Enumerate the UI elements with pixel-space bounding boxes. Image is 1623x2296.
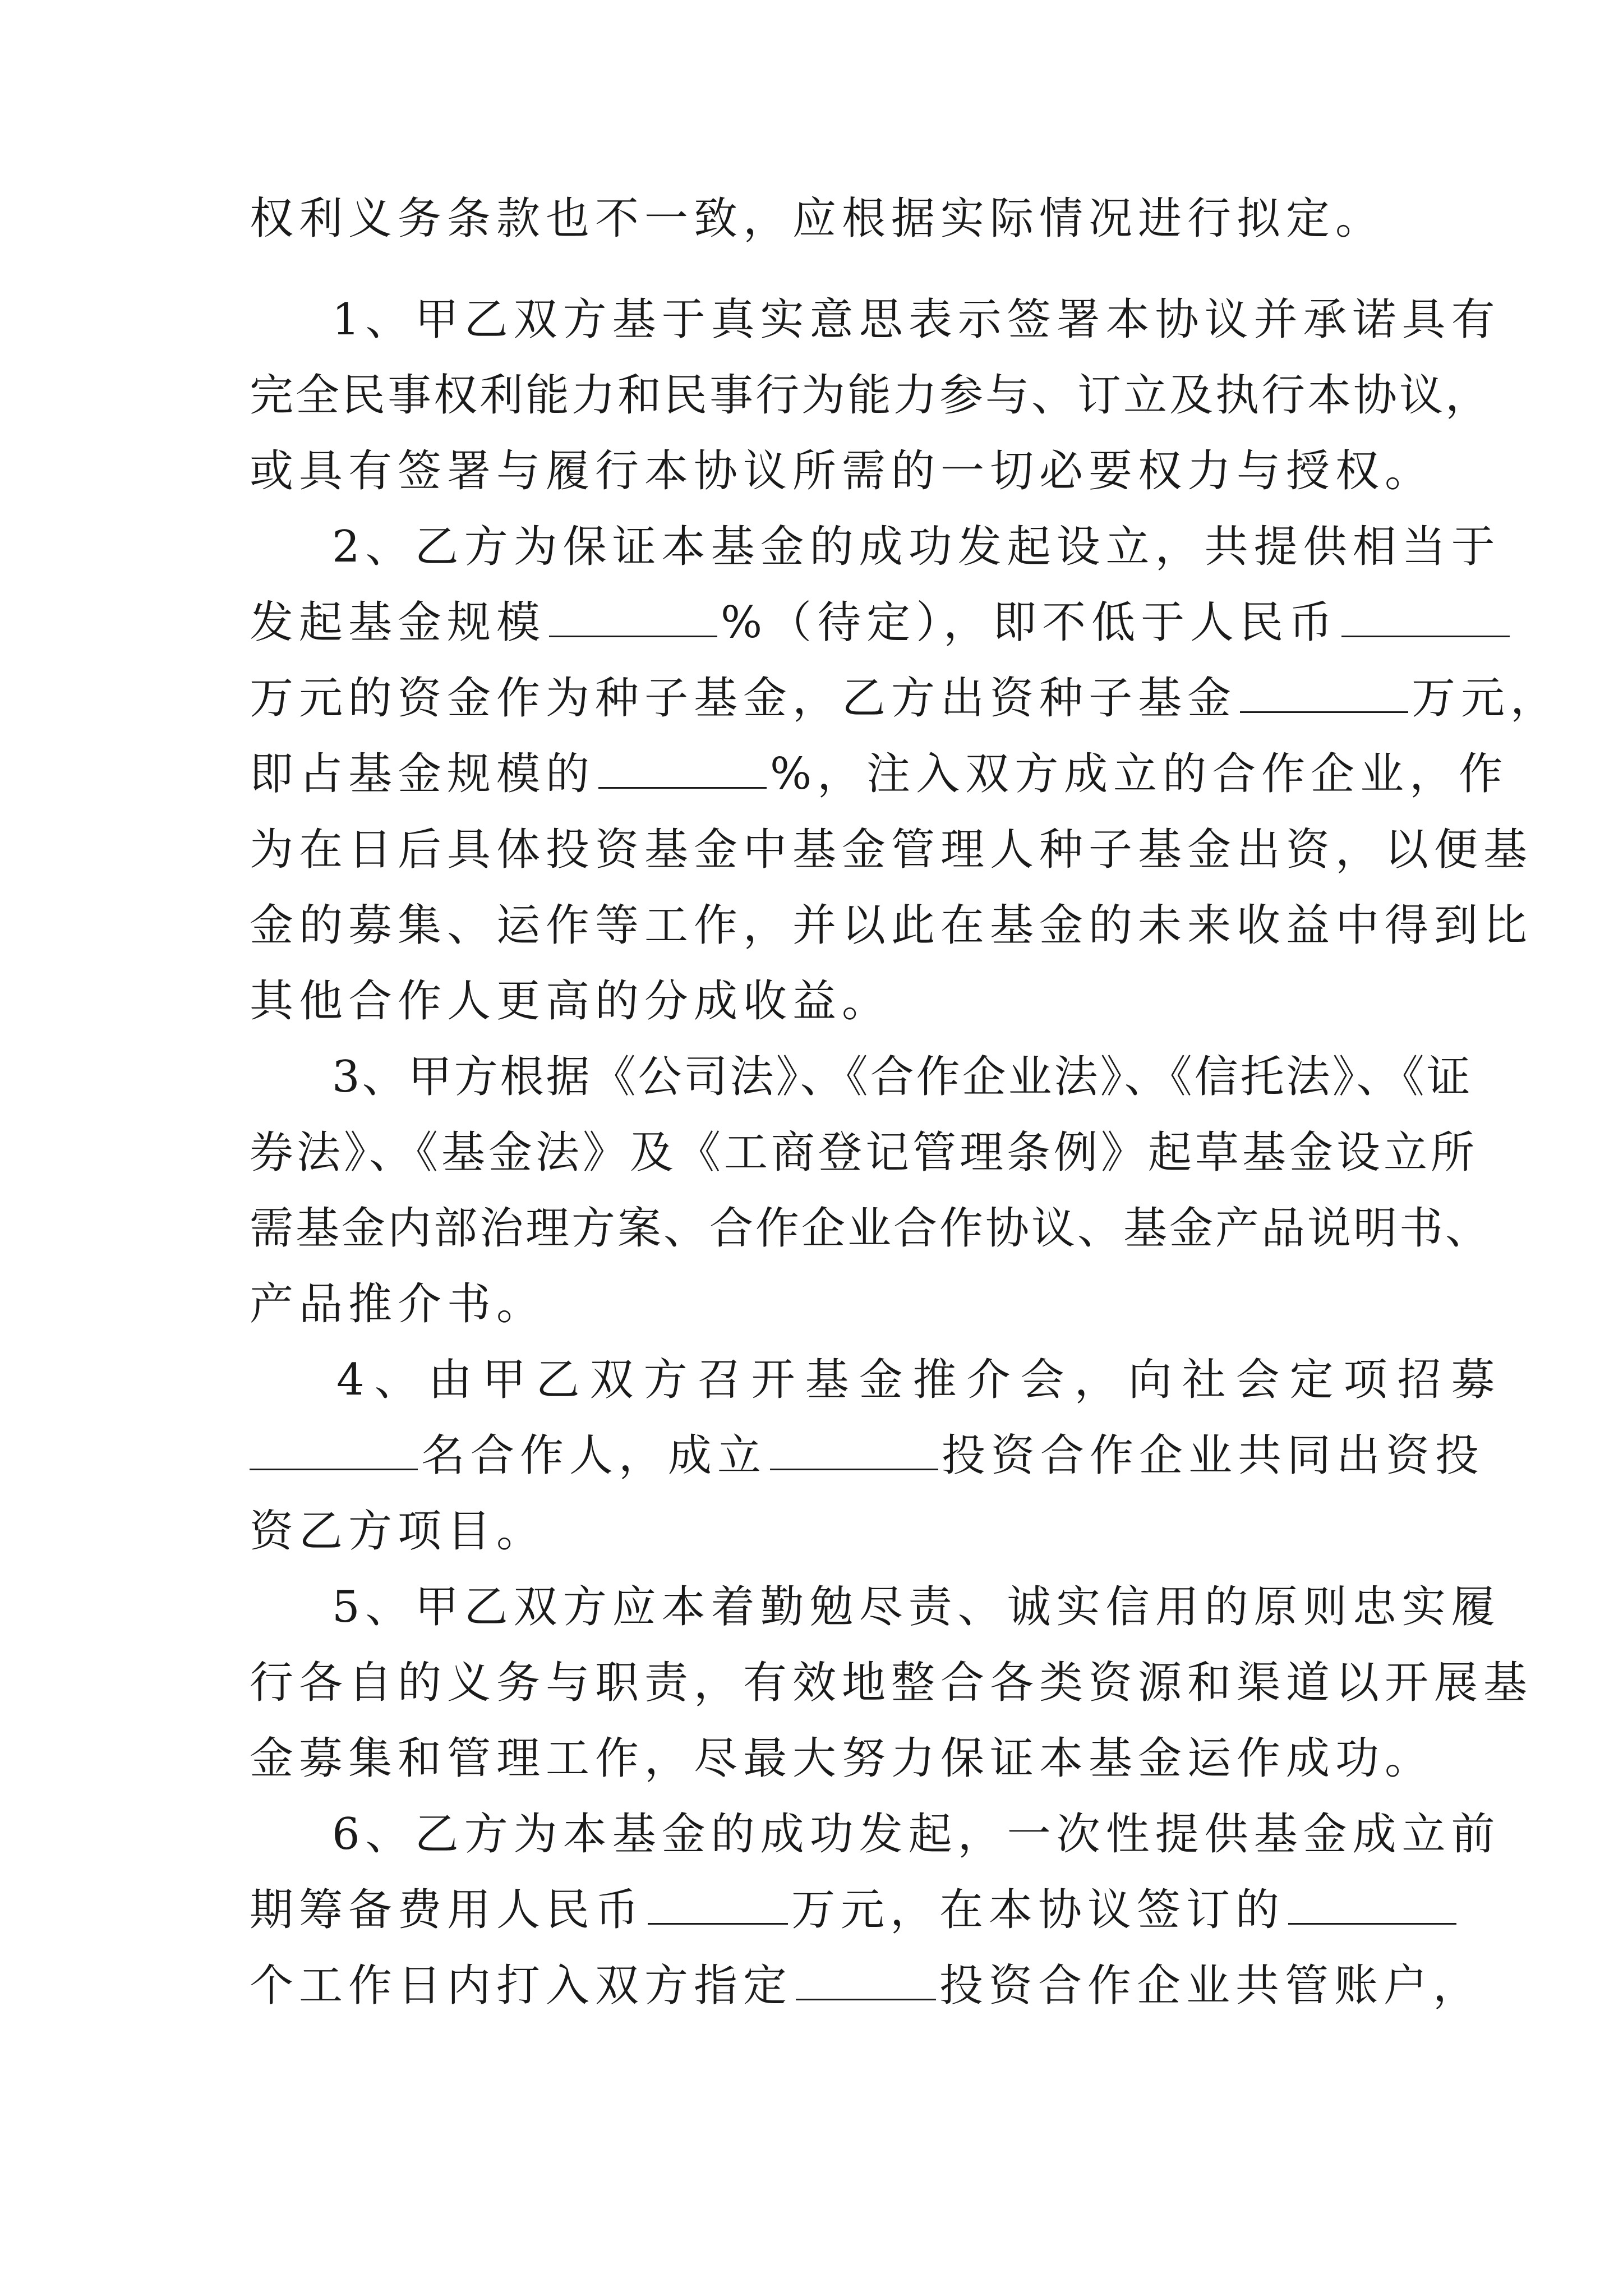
clause-1-line — [250, 443, 1434, 499]
line-text: 5、甲乙双方应本着勤勉尽责、诚实信用的原则忠实履 — [332, 1582, 1501, 1632]
line-text: 券法》、《基金法》及《工商登记管理条例》起草基金设立所 — [250, 1128, 1478, 1178]
clause-3-line — [332, 1049, 1473, 1105]
line-text: 投资合作企业共管账户， — [939, 1961, 1483, 2011]
clause-2-line — [250, 822, 1533, 878]
line-text: 即占基金规模的 — [250, 749, 596, 799]
line-text: 万元，在本协议签订的 — [791, 1885, 1285, 1935]
line-text: 权利义务条款也不一致，应根据实际情况进行拟定。 — [250, 194, 1385, 244]
clause-2-line — [250, 746, 1508, 802]
line-text: 发起基金规模 — [250, 597, 546, 648]
line-text: 4、由甲乙双方召开基金推介会，向社会定项招募 — [336, 1355, 1505, 1405]
clause-2-line — [250, 973, 891, 1029]
line-text: 投资合作企业共同出资投 — [942, 1430, 1485, 1481]
clause-3-line — [250, 1276, 546, 1332]
line-text: 资乙方项目。 — [250, 1506, 546, 1557]
line-text: 金募集和管理工作，尽最大努力保证本基金运作成功。 — [250, 1733, 1435, 1784]
clause-4-line — [250, 1503, 546, 1559]
blank-field — [1341, 601, 1510, 637]
line-text: %（待定），即不低于人民币 — [721, 597, 1339, 648]
clause-1-line — [332, 292, 1501, 348]
clause-5-line — [250, 1731, 1434, 1787]
clause-2-line — [250, 670, 1560, 726]
clause-3-line — [250, 1200, 1491, 1257]
line-text: 产品推介书。 — [250, 1279, 546, 1329]
line-text: 个工作日内打入双方指定 — [250, 1961, 793, 2011]
blank-field — [796, 1964, 936, 2000]
blank-field — [648, 1888, 788, 1925]
line-text: 其他合作人更高的分成收益。 — [250, 976, 892, 1027]
line-text: 万元， — [1412, 673, 1560, 724]
blank-field — [250, 1434, 418, 1470]
text-line — [250, 191, 1385, 247]
line-text: 万元的资金作为种子基金，乙方出资种子基金 — [250, 673, 1237, 724]
line-text: 完全民事权利能力和民事行为能力参与、订立及执行本协议， — [250, 370, 1492, 421]
blank-field — [1240, 677, 1408, 713]
clause-6-line — [250, 1958, 1482, 2014]
clause-2-line — [250, 595, 1513, 651]
line-text: 为在日后具体投资基金中基金管理人种子基金出资，以便基 — [250, 825, 1533, 875]
clause-6-line — [250, 1882, 1460, 1938]
line-text: 期筹备费用人民币 — [250, 1885, 645, 1935]
line-text: 1、甲乙双方基于真实意思表示签署本协议并承诺具有 — [332, 295, 1501, 345]
blank-field — [598, 752, 767, 789]
clause-2-line — [332, 519, 1501, 575]
line-text: 6、乙方为本基金的成功发起，一次性提供基金成立前 — [332, 1809, 1501, 1860]
blank-field — [1288, 1888, 1456, 1925]
line-text: 2、乙方为保证本基金的成功发起设立，共提供相当于 — [332, 522, 1501, 572]
clause-3-line — [250, 1125, 1478, 1181]
blank-field — [770, 1434, 938, 1470]
clause-1-line — [250, 367, 1491, 424]
line-text: 名合作人，成立 — [421, 1430, 767, 1481]
blank-field — [549, 601, 717, 637]
clause-2-line — [250, 898, 1533, 954]
clause-5-line — [250, 1655, 1533, 1711]
line-text: 行各自的义务与职责，有效地整合各类资源和渠道以开展基 — [250, 1658, 1533, 1708]
line-text: 或具有签署与履行本协议所需的一切必要权力与授权。 — [250, 446, 1435, 496]
clause-4-line — [336, 1352, 1505, 1408]
line-text: 3、甲方根据《公司法》、《合作企业法》、《信托法》、《证 — [332, 1052, 1473, 1102]
line-text: 金的募集、运作等工作，并以此在基金的未来收益中得到比 — [250, 900, 1533, 951]
clause-5-line — [332, 1579, 1501, 1635]
clause-4-line — [250, 1428, 1484, 1484]
clause-6-line — [332, 1806, 1501, 1862]
line-text: %，注入双方成立的合作企业，作 — [770, 749, 1509, 799]
line-text: 需基金内部治理方案、合作企业合作协议、基金产品说明书、 — [250, 1203, 1492, 1254]
